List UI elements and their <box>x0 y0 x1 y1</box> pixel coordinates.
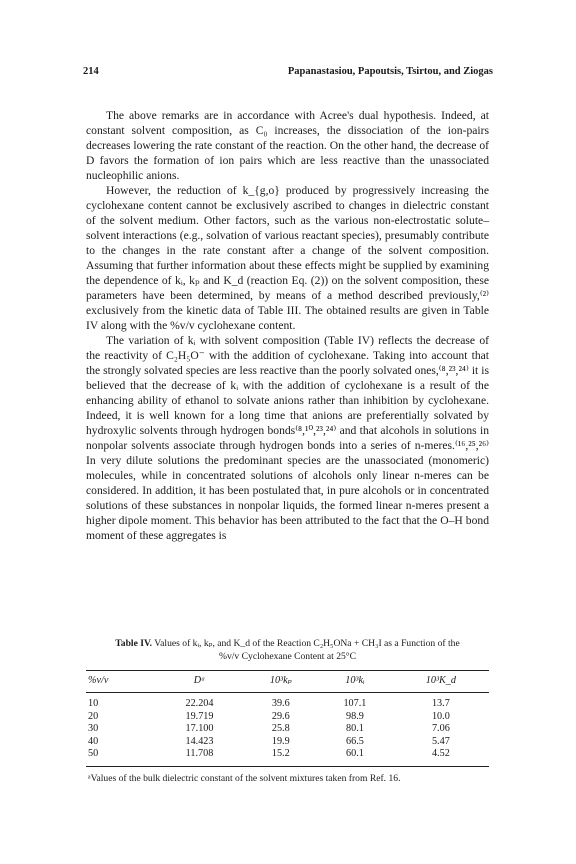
data-table <box>86 670 489 767</box>
column-header-kd: 10³K_d <box>425 675 456 686</box>
table-cell: 14.423 <box>185 735 214 747</box>
table-cell: 29.6 <box>271 710 290 722</box>
table-cell: 11.708 <box>185 748 214 760</box>
table-cell: 25.8 <box>271 723 290 735</box>
table-caption-text: Values of kᵢ, kₚ, and K_d of the Reaction C₂H₅ONa + CH₃I as a Function of the %v/v Cyclohexane Content at 25°C <box>154 638 460 662</box>
table-cell: 4.52 <box>431 748 450 760</box>
table-cell: 5.47 <box>431 735 450 747</box>
table-cell: 107.1 <box>343 698 367 709</box>
column-header-ki: 10³kᵢ <box>345 675 365 686</box>
column-header-d: Dᵃ <box>193 675 206 686</box>
table-row <box>86 748 489 766</box>
table-cell: 60.1 <box>346 748 364 760</box>
table-iv <box>86 638 489 784</box>
table-cell: 19.9 <box>271 735 290 747</box>
table-cell: 19.719 <box>185 710 214 722</box>
table-cell: 17.100 <box>185 723 214 735</box>
paragraph-acree-hypothesis: The above remarks are in accordance with Acree's dual hypothesis. Indeed, at constant solvent composition, as C₀ increases, the dissociation of the ion-pairs decreases lowering the rate constant of the reaction. On the other hand, the decrease of D favors the formation of ion pairs which are less reactive than the unassociated nucleophilic anions. <box>86 109 489 182</box>
table-cell: 7.06 <box>431 723 450 735</box>
table-row <box>86 723 489 736</box>
paragraph-cyclohexane-effect: However, the reduction of k_{g,o} produced by progressively increasing the cyclohexane content cannot be exclusively ascribed to changes in dielectric constant of the solvent medium. Other factors, such as the various non-electrostatic solute–solvent interactions (e.g., solvation of various reactant species), presumably contribute to the changes in the rate constant after a change of the solvent composition. Assuming that further information about these effects might be supplied by examining the dependence of kᵢ, kₚ and K_d (reaction Eq. (2)) on the solvent composition, these parameters have been determined, by means of a method described previously,⁽²⁾ exclusively from the kinetic data of Table III. The obtained results are given in Table IV along with the %v/v cyclohexane content. <box>86 184 489 332</box>
table-cell: 50 <box>88 748 99 760</box>
table-row <box>86 711 489 724</box>
table-cell: 10.0 <box>431 710 450 722</box>
table-cell: 10 <box>88 698 99 709</box>
table-label: Table IV. <box>115 638 153 649</box>
table-row <box>86 736 489 749</box>
table-cell: 15.2 <box>271 748 290 760</box>
table-cell: 66.5 <box>346 735 364 747</box>
table-caption <box>86 638 489 663</box>
table-cell: 22.204 <box>185 698 214 709</box>
table-cell: 40 <box>88 735 99 747</box>
table-cell: 30 <box>88 723 99 735</box>
running-head-authors: Papanastasiou, Papoutsis, Tsirtou, and Ziogas <box>287 66 493 77</box>
running-head <box>83 66 493 80</box>
page-number: 214 <box>83 66 99 77</box>
table-cell: 20 <box>88 710 99 722</box>
table-cell: 80.1 <box>346 723 364 735</box>
body-text <box>86 108 489 543</box>
table-cell: 39.6 <box>271 698 290 709</box>
table-row <box>86 693 489 711</box>
column-header-kp: 10³kₚ <box>269 675 292 686</box>
table-cell: 13.7 <box>431 698 450 709</box>
paragraph-ki-variation: The variation of kᵢ with solvent composition (Table IV) reflects the decrease of the reactivity of C₂H₅O⁻ with the addition of cyclohexane. Taking into account that the strongly solvated species are less reactive than the poorly solvated ones,⁽⁸,²³,²⁴⁾ it is believed that the decrease of kᵢ with the addition of cyclohexane is a result of the enhancing ability of ethanol to solvate anions rather than inhibition by cyclohexane. Indeed, it is well known for a long time that anions are preferentially solvated by hydroxylic solvents through hydrogen bonds⁽⁸,¹⁰,²³,²⁴⁾ and that alcohols in solutions in nonpolar solvents associate through hydrogen bonds into a series of n-meres.⁽¹⁶,²⁵,²⁶⁾ In very dilute solutions the predominant species are the unassociated (monomeric) molecules, while in concentrated solutions of alcohols only linear n-meres can be considered. In addition, it has been postulated that, in pure alcohols or in concentrated solutions of these substances in nonpolar liquids, the formed linear n-meres present a higher dipole moment. This behavior has been attributed to the fact that the O–H bond moment of these aggregates is <box>86 334 489 542</box>
table-header-row <box>86 671 489 693</box>
column-header-percent: %v/v <box>88 675 109 686</box>
table-cell: 98.9 <box>346 710 364 722</box>
table-footnote: ᵃValues of the bulk dielectric constant of the solvent mixtures taken from Ref. 16. <box>88 772 401 784</box>
